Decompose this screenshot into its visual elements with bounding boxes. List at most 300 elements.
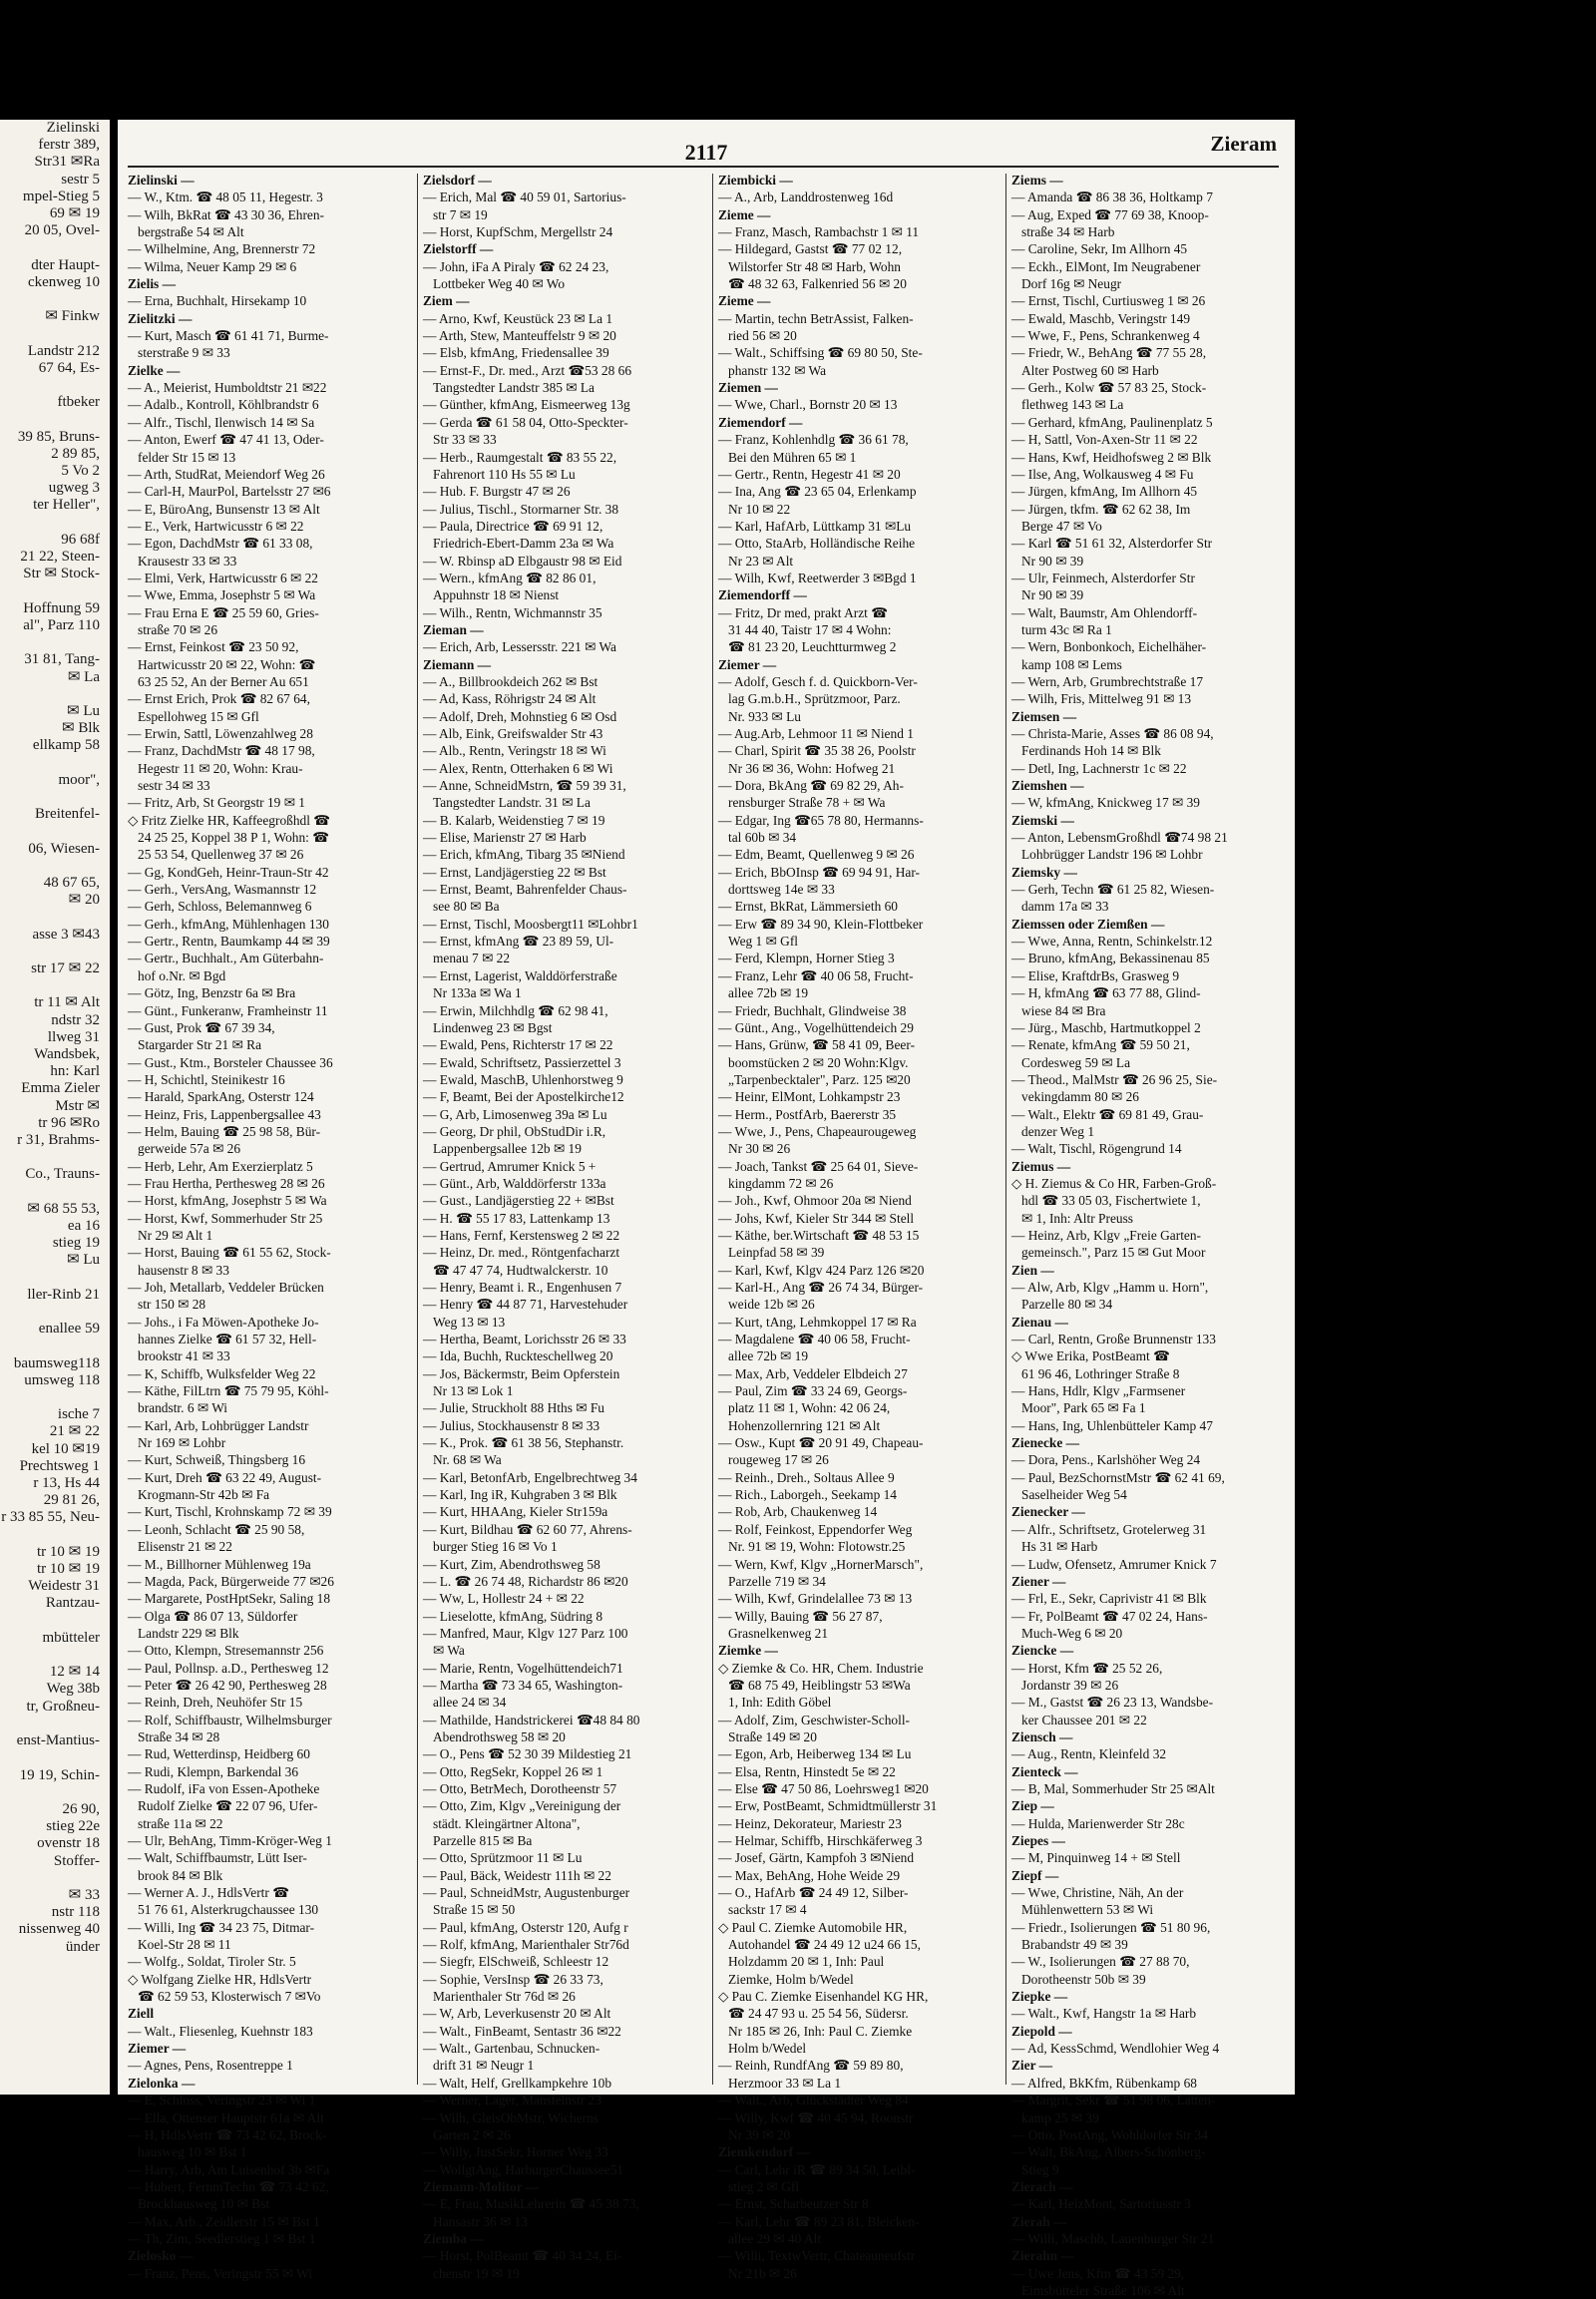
directory-entry: — Manfred, Maur, Klgv 127 Parz 100 bbox=[423, 1625, 628, 1641]
directory-entry: — Wern., kfmAng ☎ 82 86 01, bbox=[423, 570, 597, 585]
fragment-line bbox=[0, 582, 110, 599]
directory-entry: — Walt, Baumstr, Am Ohlendorff- bbox=[1011, 604, 1198, 620]
directory-entry: ✉ Wa bbox=[433, 1643, 465, 1659]
directory-entry: — F, Beamt, Bei der Apostelkirche12 bbox=[423, 1089, 624, 1105]
directory-entry: — Bruno, kfmAng, Bekassinenau 85 bbox=[1011, 951, 1210, 966]
directory-entry: allee 29 ✉ 40 Alt bbox=[728, 2230, 822, 2246]
directory-entry: Leinpfad 58 ✉ 39 bbox=[728, 1245, 825, 1261]
fragment-line: al", Parz 110 bbox=[23, 616, 100, 633]
fragment-line: ✉ 20 bbox=[68, 892, 100, 909]
directory-entry: — Rudolf, iFa von Essen-Apotheke bbox=[128, 1780, 320, 1796]
surname-heading: Ziemkendorf — bbox=[718, 2144, 810, 2160]
directory-entry: — Ulr, Feinmech, Alsterdorfer Str bbox=[1011, 570, 1195, 585]
directory-entry: 1, Inh: Edith Göbel bbox=[728, 1695, 832, 1711]
directory-entry: Appuhnstr 18 ✉ Nienst bbox=[433, 587, 560, 603]
directory-entry: — Kurt, HHAAng, Kieler Str159a bbox=[423, 1504, 608, 1520]
directory-entry: — M., Billhorner Mühlenweg 19a bbox=[128, 1556, 311, 1572]
directory-entry: — Hulda, Marienwerder Str 28c bbox=[1011, 1815, 1185, 1831]
directory-entry: 63 25 52, An der Berner Au 651 bbox=[138, 673, 309, 689]
fragment-line: r 33 85 55, Neu- bbox=[1, 1509, 100, 1526]
directory-entry: — Wilh, Fris, Mittelweg 91 ✉ 13 bbox=[1011, 691, 1192, 707]
surname-heading: Ziepold — bbox=[1011, 2023, 1072, 2039]
directory-entry: — M, Pinquinweg 14 + ✉ Stell bbox=[1011, 1850, 1181, 1866]
directory-entry: — Alex, Rentn, Otterhaken 6 ✉ Wi bbox=[423, 760, 613, 776]
fragment-line bbox=[0, 823, 110, 840]
directory-entry: — Erna, Buchhalt, Hirsekamp 10 bbox=[128, 293, 307, 309]
directory-entry: — Carl, Lehr iR ☎ 89 34 50, Leibl- bbox=[718, 2161, 916, 2177]
fragment-line: Stoffer- bbox=[53, 1852, 100, 1869]
fragment-line bbox=[0, 1338, 110, 1354]
directory-entry: — Franz, Lehr ☎ 40 06 58, Frucht- bbox=[718, 967, 914, 983]
directory-entry: — Henry ☎ 44 87 71, Harvestehuder bbox=[423, 1297, 628, 1313]
directory-entry: — Karl, Ing iR, Kuhgraben 3 ✉ Blk bbox=[423, 1487, 617, 1503]
directory-entry: — Karl, Arb, Lohbrügger Landstr bbox=[128, 1417, 309, 1433]
fragment-line: ✉ Lu bbox=[67, 702, 100, 719]
fragment-line bbox=[0, 634, 110, 651]
directory-entry: — Wwe, F., Pens, Schrankenweg 4 bbox=[1011, 328, 1200, 344]
directory-entry: — Günther, kfmAng, Eismeerweg 13g bbox=[423, 397, 630, 413]
directory-entry: — Wern, Arb, Grumbrechtstraße 17 bbox=[1011, 673, 1204, 689]
directory-entry: — Josef, Gärtn, Kampfoh 3 ✉Niend bbox=[718, 1850, 915, 1866]
directory-entry: — Ernst, Lagerist, Walddörferstraße bbox=[423, 967, 617, 983]
fragment-line bbox=[0, 944, 110, 960]
directory-entry: — Hub. F. Burgstr 47 ✉ 26 bbox=[423, 484, 571, 500]
directory-entry: — Günt., Arb, Walddörferstr 133a bbox=[423, 1175, 606, 1191]
directory-entry: sterstraße 9 ✉ 33 bbox=[138, 345, 230, 361]
fragment-line: ünder bbox=[65, 1938, 100, 1955]
left-page-fragment bbox=[0, 120, 110, 2095]
directory-entry: — Otto, Sprützmoor 11 ✉ Lu bbox=[423, 1850, 583, 1866]
directory-entry: — John, iFa A Piraly ☎ 62 24 23, bbox=[423, 258, 609, 274]
surname-heading: Ziemba — bbox=[423, 2230, 484, 2246]
fragment-line: ✉ 68 55 53, bbox=[27, 1200, 100, 1217]
directory-entry: drift 31 ✉ Neugr 1 bbox=[433, 2058, 535, 2074]
directory-entry: — Martha ☎ 73 34 65, Washington- bbox=[423, 1677, 623, 1693]
directory-entry: Wilstorfer Str 48 ✉ Harb, Wohn bbox=[728, 258, 901, 274]
directory-entry: — Gerh, Techn ☎ 61 25 82, Wiesen- bbox=[1011, 882, 1215, 898]
directory-entry: — Ernst Erich, Prok ☎ 82 67 64, bbox=[128, 691, 310, 707]
surname-heading: Ziemendorf — bbox=[718, 414, 803, 430]
directory-entry: Eimsbütteler Straße 106 ✉ Alt bbox=[1021, 2282, 1185, 2298]
directory-entry: stieg 2 ✉ Gfl bbox=[728, 2178, 800, 2194]
directory-entry: Stieg 9 bbox=[1021, 2161, 1059, 2177]
directory-entry: — Karl ☎ 51 61 32, Alsterdorfer Str bbox=[1011, 536, 1213, 552]
directory-entry: — Siegfr, ElSchweiß, Schleestr 12 bbox=[423, 1954, 609, 1970]
directory-entry: — Paul, kfmAng, Osterstr 120, Aufg r bbox=[423, 1919, 628, 1935]
surname-heading: Ziemus — bbox=[1011, 1158, 1071, 1174]
directory-entry: — Else ☎ 47 50 86, Loehrsweg1 ✉20 bbox=[718, 1780, 929, 1796]
directory-entry: — Dora, Pens., Karlshöher Weg 24 bbox=[1011, 1452, 1201, 1468]
directory-entry: — Walt., Arb, Glückstädter Weg 84 bbox=[718, 2093, 909, 2108]
directory-entry: turm 43c ✉ Ra 1 bbox=[1021, 621, 1112, 637]
fragment-line: 21 22, Steen- bbox=[20, 549, 100, 566]
fragment-line: ✉ Finkw bbox=[45, 308, 100, 325]
directory-entry: Hohenzollernring 121 ✉ Alt bbox=[728, 1417, 881, 1433]
directory-entry: — B, Mal, Sommerhuder Str 25 ✉Alt bbox=[1011, 1780, 1215, 1796]
directory-entry: — Ewald, Maschb, Veringstr 149 bbox=[1011, 310, 1191, 326]
directory-entry: — Ernst, Tischl, Moosbergt11 ✉Lohbr1 bbox=[423, 916, 638, 932]
directory-entry: — B. Kalarb, Weidenstieg 7 ✉ 19 bbox=[423, 812, 605, 828]
directory-entry: — Joh, Metallarb, Veddeler Brücken bbox=[128, 1280, 324, 1295]
directory-entry: — E, Schloss, Veringstr 23 ✉ Wi 1 bbox=[128, 2093, 316, 2108]
directory-entry: — Osw., Kupt ☎ 20 91 49, Chapeau- bbox=[718, 1435, 924, 1451]
surname-heading: Zier — bbox=[1011, 2058, 1053, 2074]
directory-entry: — Ludw, Ofensetz, Amrumer Knick 7 bbox=[1011, 1556, 1217, 1572]
header-rule bbox=[128, 166, 1279, 168]
directory-entry: — Ernst, Scharbeutzer Str 8 bbox=[718, 2196, 869, 2212]
directory-entry: — Frau Hertha, Perthesweg 28 ✉ 26 bbox=[128, 1175, 325, 1191]
directory-entry: ☎ 62 59 53, Klosterwisch 7 ✉Vo bbox=[138, 1989, 321, 2005]
directory-entry: — Gerhard, kfmAng, Paulinenplatz 5 bbox=[1011, 414, 1213, 430]
directory-entry: Weg 13 ✉ 13 bbox=[433, 1314, 506, 1330]
directory-entry: — Reinh., Dreh., Soltaus Allee 9 bbox=[718, 1469, 895, 1485]
fragment-line: ✉ Blk bbox=[62, 720, 100, 737]
directory-entry: — Rich., Laborgeh., Seekamp 14 bbox=[718, 1487, 898, 1503]
surname-heading: Ziemer — bbox=[718, 656, 777, 672]
fragment-line: Weg 38b bbox=[46, 1681, 100, 1698]
fragment-line: tr 11 ✉ Alt bbox=[34, 994, 100, 1011]
fragment-line: Weidestr 31 bbox=[28, 1578, 100, 1595]
directory-entry: — Kurt, Bildhau ☎ 62 60 77, Ahrens- bbox=[423, 1521, 632, 1537]
directory-entry: — Ad, KessSchmd, Wendlohier Weg 4 bbox=[1011, 2041, 1220, 2057]
directory-entry: — Hubert, FernmTechn ☎ 73 42 62, bbox=[128, 2178, 329, 2194]
directory-entry: — Jürg., Maschb, Hartmutkoppel 2 bbox=[1011, 1019, 1201, 1035]
fragment-line: ea 16 bbox=[67, 1218, 100, 1234]
directory-entry: — Horst, KupfSchm, Mergellstr 24 bbox=[423, 224, 613, 240]
directory-entry: Nr. 933 ✉ Lu bbox=[728, 708, 801, 724]
directory-entry: — Ernst-F., Dr. med., Arzt ☎53 28 66 bbox=[423, 362, 632, 378]
fragment-line: tr, Großneu- bbox=[26, 1698, 100, 1715]
directory-entry: — Helm, Bauing ☎ 25 98 58, Bür- bbox=[128, 1123, 321, 1139]
surname-heading: Ziemke — bbox=[718, 1643, 778, 1659]
directory-entry: — Erw, PostBeamt, Schmidtmüllerstr 31 bbox=[718, 1798, 938, 1814]
directory-entry: — Walt., Schiffsing ☎ 69 80 50, Ste- bbox=[718, 345, 923, 361]
directory-entry: Lohbrügger Landstr 196 ✉ Lohbr bbox=[1021, 847, 1203, 863]
directory-entry: — Gust., Landjägerstieg 22 + ✉Bst bbox=[423, 1193, 614, 1209]
directory-entry: Krogmann-Str 42b ✉ Fa bbox=[138, 1487, 270, 1503]
directory-entry: — Paul, Pollnsp. a.D., Perthesweg 12 bbox=[128, 1660, 329, 1676]
directory-entry: — Aug.Arb, Lehmoor 11 ✉ Niend 1 bbox=[718, 726, 914, 741]
directory-entry: — Johs., i Fa Möwen-Apotheke Jo- bbox=[128, 1314, 319, 1330]
fragment-line: ter Heller", bbox=[33, 497, 100, 514]
directory-entry: — Rob, Arb, Chaukenweg 14 bbox=[718, 1504, 878, 1520]
directory-entry: brandstr. 6 ✉ Wi bbox=[138, 1400, 228, 1416]
directory-entry: — Willi, TextwVertr, Chateauneufstr bbox=[718, 2248, 916, 2264]
directory-entry: ☎ 47 47 74, Hudtwalckerstr. 10 bbox=[433, 1262, 608, 1278]
fragment-line: 48 67 65, bbox=[43, 874, 100, 891]
directory-entry: — Harry, Arb, Am Luisenhof 3b ✉Fa bbox=[128, 2161, 330, 2177]
directory-entry: Marienthaler Str 76d ✉ 26 bbox=[433, 1989, 576, 2005]
directory-entry: 24 25 25, Koppel 38 P 1, Wohn: ☎ bbox=[138, 830, 329, 846]
directory-entry: lag G.m.b.H., Sprützmoor, Parz. bbox=[728, 691, 901, 707]
directory-entry: — L. ☎ 26 74 48, Richardstr 86 ✉20 bbox=[423, 1573, 628, 1589]
directory-entry: — Herb., Raumgestalt ☎ 83 55 22, bbox=[423, 449, 617, 465]
directory-entry: — Charl, Spirit ☎ 35 38 26, Poolstr bbox=[718, 743, 916, 759]
directory-entry: — Ewald, Schriftsetz, Passierzettel 3 bbox=[423, 1054, 621, 1070]
fragment-line: stieg 22e bbox=[46, 1818, 100, 1835]
directory-entry: — Wilh, BkRat ☎ 43 30 36, Ehren- bbox=[128, 206, 325, 222]
directory-entry: — Gertrud, Amrumer Knick 5 + bbox=[423, 1158, 597, 1174]
directory-entry: — Sophie, VersInsp ☎ 26 33 73, bbox=[423, 1971, 603, 1987]
fragment-line: Str ✉ Stock- bbox=[23, 566, 100, 582]
directory-entry: Nr 13 ✉ Lok 1 bbox=[433, 1383, 514, 1399]
surname-heading: Ziepke — bbox=[1011, 1989, 1068, 2005]
directory-entry: — H, HdlsVertr ☎ 73 42 62, Brock- bbox=[128, 2126, 327, 2142]
surname-heading: Zielonka — bbox=[128, 2075, 196, 2091]
directory-entry: str 150 ✉ 28 bbox=[138, 1297, 206, 1313]
directory-entry: Holzdamm 20 ✉ 1, Inh: Paul bbox=[728, 1954, 885, 1970]
fragment-line: tr 10 ✉ 19 bbox=[37, 1561, 100, 1578]
directory-entry: — Werner, Lager, Mansteinstr 23 bbox=[423, 2093, 602, 2108]
directory-entry: — Arth, StudRat, Meiendorf Weg 26 bbox=[128, 466, 325, 482]
directory-entry: — Walt, Tischl, Rögengrund 14 bbox=[1011, 1141, 1182, 1157]
directory-entry: — Max, BehAng, Hohe Weide 29 bbox=[718, 1867, 901, 1883]
directory-page bbox=[118, 120, 1295, 2298]
directory-entry: — Walt., Fliesenleg, Kuehnstr 183 bbox=[128, 2023, 313, 2039]
directory-entry: — Herb, Lehr, Am Exerzierplatz 5 bbox=[128, 1158, 313, 1174]
directory-entry: — Willy, Kwf ☎ 40 45 94, Roonstr bbox=[718, 2109, 914, 2125]
fragment-line: umsweg 118 bbox=[24, 1371, 100, 1388]
surname-heading: Zienecker — bbox=[1011, 1504, 1085, 1520]
directory-entry: — W., Isolierungen ☎ 27 88 70, bbox=[1011, 1954, 1190, 1970]
directory-entry: ☎ 24 47 93 u. 25 54 56, Südersr. bbox=[728, 2006, 909, 2022]
fragment-line: asse 3 ✉43 bbox=[32, 926, 100, 943]
fragment-line: ✉ La bbox=[67, 668, 100, 685]
directory-entry: — Alfred, BkKfm, Rübenkamp 68 bbox=[1011, 2075, 1197, 2091]
surname-heading: Ziemsen — bbox=[1011, 708, 1077, 724]
directory-entry: Jordanstr 39 ✉ 26 bbox=[1021, 1677, 1119, 1693]
directory-entry: Krausestr 33 ✉ 33 bbox=[138, 553, 237, 569]
directory-entry: — Elsa, Rentn, Hinstedt 5e ✉ 22 bbox=[718, 1763, 896, 1779]
directory-entry: brook 84 ✉ Blk bbox=[138, 1867, 223, 1883]
directory-entry: — Otto, Klempn, Stresemannstr 256 bbox=[128, 1643, 324, 1659]
directory-entry: — Reinh, RundfAng ☎ 59 89 80, bbox=[718, 2058, 904, 2074]
directory-entry: Landstr 229 ✉ Blk bbox=[138, 1625, 239, 1641]
directory-entry: — Ernst, BkRat, Lämmersieth 60 bbox=[718, 899, 899, 915]
directory-entry: — Rolf, kfmAng, Marienthaler Str76d bbox=[423, 1937, 629, 1953]
fragment-line: nissenweg 40 bbox=[18, 1921, 100, 1938]
directory-entry: ◇ Wolfgang Zielke HR, HdlsVertr bbox=[128, 1971, 312, 1987]
surname-heading: Zielitzki — bbox=[128, 310, 193, 326]
directory-entry: Berge 47 ✉ Vo bbox=[1021, 518, 1102, 534]
directory-entry: phanstr 132 ✉ Wa bbox=[728, 362, 827, 378]
fragment-line bbox=[0, 1749, 110, 1766]
directory-entry: Straße 149 ✉ 20 bbox=[728, 1728, 817, 1744]
directory-entry: — Horst, Kfm ☎ 25 52 26, bbox=[1011, 1660, 1163, 1676]
directory-entry: — Wwe, Christine, Näh, An der bbox=[1011, 1885, 1184, 1901]
directory-entry: — Erich, Arb, Lessersstr. 221 ✉ Wa bbox=[423, 639, 616, 655]
directory-entry: Nr 21b ✉ 26 bbox=[728, 2265, 797, 2281]
directory-entry: rensburger Straße 78 + ✉ Wa bbox=[728, 795, 886, 811]
directory-entry: — H, Sattl, Von-Axen-Str 11 ✉ 22 bbox=[1011, 432, 1198, 448]
directory-entry: kingdamm 72 ✉ 26 bbox=[728, 1175, 834, 1191]
directory-entry: — Willy, Bauing ☎ 56 27 87, bbox=[718, 1608, 883, 1624]
directory-entry: straße 70 ✉ 26 bbox=[138, 621, 218, 637]
directory-entry: ◇ Pau C. Ziemke Eisenhandel KG HR, bbox=[718, 1989, 929, 2005]
directory-entry: — Arth, Stew, Manteuffelstr 9 ✉ 20 bbox=[423, 328, 616, 344]
directory-entry: — Carl-H, MaurPol, Bartelsstr 27 ✉6 bbox=[128, 484, 331, 500]
directory-entry: — Ad, Kass, Röhrigstr 24 ✉ Alt bbox=[423, 691, 597, 707]
directory-entry: — Magdalene ☎ 40 06 58, Frucht- bbox=[718, 1332, 911, 1347]
directory-entry: Nr 169 ✉ Lohbr bbox=[138, 1435, 226, 1451]
fragment-line: 39 85, Bruns- bbox=[17, 428, 100, 445]
columns-container bbox=[128, 172, 1279, 2298]
directory-entry: Nr 90 ✉ 39 bbox=[1021, 553, 1084, 569]
directory-entry: — Kurt, Schweiß, Thingsberg 16 bbox=[128, 1452, 306, 1468]
directory-entry: — Fritz, Dr med, prakt Arzt ☎ bbox=[718, 604, 888, 620]
directory-entry: weide 12b ✉ 26 bbox=[728, 1297, 815, 1313]
directory-entry: — Käthe, ber.Wirtschaft ☎ 48 53 15 bbox=[718, 1227, 920, 1243]
directory-entry: dorttsweg 14e ✉ 33 bbox=[728, 882, 835, 898]
surname-heading: Zienteck — bbox=[1011, 1763, 1078, 1779]
directory-entry: — Anton, LebensmGroßhdl ☎74 98 21 bbox=[1011, 830, 1228, 846]
directory-entry: — G, Arb, Limosenweg 39a ✉ Lu bbox=[423, 1106, 607, 1122]
fragment-line: ✉ 33 bbox=[68, 1886, 100, 1903]
directory-entry: Stargarder Str 21 ✉ Ra bbox=[138, 1037, 262, 1053]
directory-entry: Nr 10 ✉ 22 bbox=[728, 501, 791, 517]
directory-entry: ✉ 1, Inh: Altr Preuss bbox=[1021, 1210, 1134, 1226]
fragment-line: ovenstr 18 bbox=[37, 1835, 100, 1852]
running-head: Zieram bbox=[1210, 132, 1277, 156]
directory-entry: — Kurt, Zim, Abendrothsweg 58 bbox=[423, 1556, 600, 1572]
directory-entry: — Egon, Arb, Heiberweg 134 ✉ Lu bbox=[718, 1746, 912, 1762]
directory-entry: — Wwe, Anna, Rentn, Schinkelstr.12 bbox=[1011, 934, 1213, 950]
directory-entry: str 7 ✉ 19 bbox=[433, 206, 488, 222]
directory-entry: ☎ 48 32 63, Falkenried 56 ✉ 20 bbox=[728, 276, 907, 292]
directory-entry: — Magda, Pack, Bürgerweide 77 ✉26 bbox=[128, 1573, 334, 1589]
surname-heading: Zierah — bbox=[1011, 2213, 1067, 2229]
directory-entry: kamp 108 ✉ Lems bbox=[1021, 656, 1122, 672]
directory-entry: brookstr 41 ✉ 33 bbox=[138, 1348, 230, 1364]
fragment-line: r 31, Brahms- bbox=[17, 1131, 100, 1148]
directory-entry: vekingdamm 80 ✉ 26 bbox=[1021, 1089, 1139, 1105]
directory-entry: ☎ 68 75 49, Heiblingstr 53 ✉Wa bbox=[728, 1677, 911, 1693]
directory-entry: — Ernst, Tischl, Curtiusweg 1 ✉ 26 bbox=[1011, 293, 1206, 309]
directory-entry: — W., Ktm. ☎ 48 05 11, Hegestr. 3 bbox=[128, 190, 323, 205]
fragment-line: 19 19, Schin- bbox=[19, 1766, 100, 1783]
directory-entry: — Uwe Jens, Kfm ☎ 43 59 29, bbox=[1011, 2265, 1185, 2281]
directory-entry: — Gertr., Buchhalt., Am Güterbahn- bbox=[128, 951, 324, 966]
directory-entry: städt. Kleingärtner Altona", bbox=[433, 1815, 581, 1831]
directory-entry: boomstücken 2 ✉ 20 Wohn:Klgv. bbox=[728, 1054, 909, 1070]
directory-entry: — Günt., Ang., Vogelhüttendeich 29 bbox=[718, 1019, 914, 1035]
directory-entry: — Gg, KondGeh, Heinr-Traun-Str 42 bbox=[128, 864, 329, 880]
directory-entry: — Heinz, Dr. med., Röntgenfacharzt bbox=[423, 1245, 620, 1261]
directory-entry: — Karl, BetonfArb, Engelbrechtweg 34 bbox=[423, 1469, 637, 1485]
directory-entry: — A., Billbrookdeich 262 ✉ Bst bbox=[423, 673, 598, 689]
directory-entry: — Eckh., ElMont, Im Neugrabener bbox=[1011, 258, 1201, 274]
directory-entry: — Alb., Rentn, Veringstr 18 ✉ Wi bbox=[423, 743, 606, 759]
column-divider bbox=[712, 174, 713, 2085]
column-3 bbox=[718, 172, 1002, 2281]
directory-entry: — Walt., FinBeamt, Sentastr 36 ✉22 bbox=[423, 2023, 621, 2039]
directory-entry: — Paul, Bäck, Weidestr 111h ✉ 22 bbox=[423, 1867, 611, 1883]
surname-heading: Zien — bbox=[1011, 1262, 1054, 1278]
directory-entry: — Arno, Kwf, Keustück 23 ✉ La 1 bbox=[423, 310, 613, 326]
surname-heading: Zieme — bbox=[718, 293, 771, 309]
directory-entry: — Walt, BkAng, Albers-Schönberg- bbox=[1011, 2144, 1206, 2160]
directory-entry: ◇ Fritz Zielke HR, Kaffeegroßhdl ☎ bbox=[128, 812, 330, 828]
surname-heading: Zielinski — bbox=[128, 173, 195, 188]
directory-entry: — WollgtAng, HarburgerChaussee51 bbox=[423, 2161, 624, 2177]
directory-entry: — Horst, Kwf, Sommerhuder Str 25 bbox=[128, 1210, 323, 1226]
directory-entry: — Karl, Kwf, Klgv 424 Parz 126 ✉20 bbox=[718, 1262, 925, 1278]
directory-entry: — Alfr., Schriftsetz, Grotelerweg 31 bbox=[1011, 1521, 1207, 1537]
surname-heading: Zieman — bbox=[423, 621, 484, 637]
directory-entry: — Rud, Wetterdinsp, Heidberg 60 bbox=[128, 1746, 310, 1762]
directory-entry: flethweg 143 ✉ La bbox=[1021, 397, 1124, 413]
fragment-line bbox=[0, 977, 110, 994]
fragment-line bbox=[0, 377, 110, 394]
directory-entry: — A., Arb, Landdrostenweg 16d bbox=[718, 190, 894, 205]
directory-entry: Moor", Park 65 ✉ Fa 1 bbox=[1021, 1400, 1146, 1416]
directory-entry: — Edm, Beamt, Quellenweg 9 ✉ 26 bbox=[718, 847, 915, 863]
directory-entry: felder Str 15 ✉ 13 bbox=[138, 449, 236, 465]
fragment-line: 29 81 26, bbox=[43, 1492, 100, 1509]
fragment-line bbox=[0, 1527, 110, 1544]
directory-entry: sackstr 17 ✉ 4 bbox=[728, 1902, 807, 1918]
fragment-line: ferstr 389, bbox=[38, 137, 100, 154]
directory-entry: — Heinz, Fris, Lappenbergsallee 43 bbox=[128, 1106, 321, 1122]
directory-entry: — Erich, kfmAng, Tibarg 35 ✉Niend bbox=[423, 847, 625, 863]
surname-heading: Ziemssen oder Ziemßen — bbox=[1011, 916, 1165, 932]
directory-entry: ker Chaussee 201 ✉ 22 bbox=[1021, 1712, 1147, 1727]
surname-heading: Zienecke — bbox=[1011, 1435, 1080, 1451]
directory-entry: — Ilse, Ang, Wolkausweg 4 ✉ Fu bbox=[1011, 466, 1194, 482]
directory-entry: — K., Prok. ☎ 61 38 56, Stephanstr. bbox=[423, 1435, 624, 1451]
fragment-line: ndstr 32 bbox=[51, 1011, 100, 1028]
directory-entry: Lottbeker Weg 40 ✉ Wo bbox=[433, 276, 566, 292]
directory-entry: hausenstr 8 ✉ 33 bbox=[138, 1262, 229, 1278]
directory-entry: Brabandstr 49 ✉ 39 bbox=[1021, 1937, 1128, 1953]
directory-entry: — Otto, Zim, Klgv „Vereinigung der bbox=[423, 1798, 621, 1814]
directory-entry: bergstraße 54 ✉ Alt bbox=[138, 224, 244, 240]
fragment-line: tr 10 ✉ 19 bbox=[37, 1543, 100, 1560]
directory-entry: hausweg 10 ✉ Bst 1 bbox=[138, 2144, 247, 2160]
surname-heading: Zielis — bbox=[128, 276, 176, 292]
directory-entry: — Willi, Ing ☎ 34 23 75, Ditmar- bbox=[128, 1919, 315, 1935]
directory-entry: — Willy, JustSekr, Horner Weg 33 bbox=[423, 2144, 608, 2160]
directory-entry: — Ww, L, Hollestr 24 + ✉ 22 bbox=[423, 1591, 585, 1607]
directory-entry: allee 72b ✉ 19 bbox=[728, 1348, 809, 1364]
directory-entry: — Otto, RegSekr, Koppel 26 ✉ 1 bbox=[423, 1763, 603, 1779]
fragment-line: llweg 31 bbox=[47, 1028, 100, 1045]
directory-entry: — Paula, Directrice ☎ 69 91 12, bbox=[423, 518, 603, 534]
directory-entry: Weg 1 ✉ Gfl bbox=[728, 934, 799, 950]
directory-entry: — Fritz, Arb, St Georgstr 19 ✉ 1 bbox=[128, 795, 305, 811]
directory-entry: platz 11 ✉ 1, Wohn: 42 06 24, bbox=[728, 1400, 891, 1416]
directory-entry: Dorotheenstr 50b ✉ 39 bbox=[1021, 1971, 1146, 1987]
directory-entry: — Erw ☎ 89 34 90, Klein-Flottbeker bbox=[718, 916, 924, 932]
directory-entry: — Elise, Marienstr 27 ✉ Harb bbox=[423, 830, 587, 846]
fragment-line: 31 81, Tang- bbox=[24, 651, 100, 668]
directory-entry: hannes Zielke ☎ 61 57 32, Hell- bbox=[138, 1332, 317, 1347]
fragment-line bbox=[0, 1270, 110, 1287]
directory-entry: — Joach, Tankst ☎ 25 64 01, Sieve- bbox=[718, 1158, 919, 1174]
directory-entry: — Helmar, Schiffb, Hirschkäferweg 3 bbox=[718, 1833, 923, 1848]
directory-entry: — Wilhelmine, Ang, Brennerstr 72 bbox=[128, 241, 316, 257]
fragment-line: 26 90, bbox=[62, 1800, 100, 1817]
fragment-line bbox=[0, 789, 110, 806]
directory-entry: — Ewald, MaschB, Uhlenhorstweg 9 bbox=[423, 1071, 623, 1087]
directory-entry: — Ulr, BehAng, Timm-Kröger-Weg 1 bbox=[128, 1833, 332, 1848]
directory-entry: — Heinz, Dekorateur, Mariestr 23 bbox=[718, 1815, 902, 1831]
surname-heading: Zielstorff — bbox=[423, 241, 494, 257]
surname-heading: Zierahn — bbox=[1011, 2248, 1074, 2264]
fragment-line: moor", bbox=[58, 771, 100, 788]
fragment-line: Emma Zieler bbox=[21, 1080, 100, 1097]
fragment-line: Wandsbek, bbox=[34, 1045, 100, 1062]
